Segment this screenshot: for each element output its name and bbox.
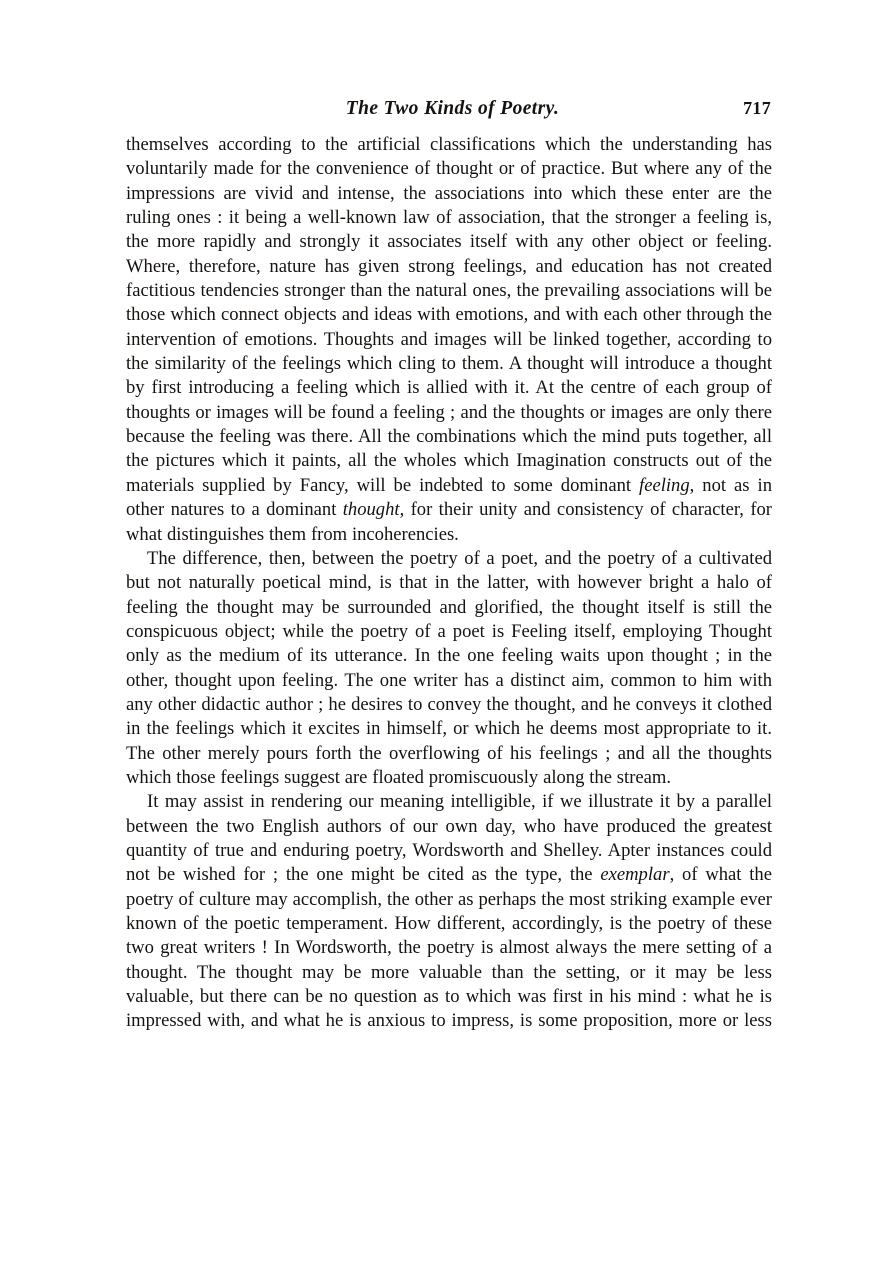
paragraph (126, 790, 772, 1033)
body-text-block (126, 133, 772, 1034)
paragraph (126, 133, 772, 547)
paragraph (126, 547, 772, 790)
emphasized-text: exemplar (600, 864, 670, 886)
text-run: themselves according to the artificial classifications which the understanding has voluntarily made for the convenience of thought or of practice. But where any of the impressions are vivid and intense, the associations into which these enter are the ruling ones : it being a well-known law of association, that the stronger a feeling is, the more rapidly and strongly it associates itself with any other object or feeling. Where, therefore, nature has given strong feelings, and education has not created factitious tendencies stronger than the natural ones, the prevailing associations will be those which connect objects and ideas with emotions, and with each other through the intervention of emotions. Thoughts and images will be linked together, according to the similarity of the feelings which cling to them. A thought will introduce a thought by first introducing a feeling which is allied with it. At the centre of each group of thoughts or images will be found a feeling ; and the thoughts or images are only there because the feeling was there. All the combinations which the mind puts together, all the pictures which it paints, all the wholes which Imagination constructs out of the materials supplied by Fancy, will be indebted to some dominant (126, 134, 772, 496)
page-number: 717 (743, 98, 771, 118)
emphasized-text: feeling (639, 474, 690, 496)
text-run: It may assist in rendering our meaning intelligible, if we illustrate it by a parallel between the two English authors of our own day, who have produced the greatest quantity of true and enduring poetry, Wordsworth and Shelley. Apter instances could not be wished for ; the one might be cited as the type, the (126, 791, 772, 886)
text-run: , not as in other natures to a dominant (126, 474, 773, 521)
text-run: , of what the poetry of culture may accomplish, the other as perhaps the most striking example ever known of the poetic temperament. How different, accordingly, is the poetry of these two great writers ! In Wordsworth, the poetry is almost always the mere setting of a thought. The thought may be more valuable than the setting, or it may be less valuable, but there can be no question as to which was first in his mind : what he is impressed with, and what he is anxious to impress, is some proposition, more or less (126, 864, 772, 1032)
emphasized-text: thought (342, 499, 400, 521)
running-head-title: The Two Kinds of Poetry. (345, 98, 560, 119)
text-run: , for their unity and consistency of character, for what distinguishes them from incoherencies. (126, 499, 773, 545)
running-head (126, 98, 771, 128)
text-run: The difference, then, between the poetry of a poet, and the poetry of a cultivated but not naturally poetical mind, is that in the latter, with however bright a halo of feeling the thought may be surrounded and glorified, the thought itself is still the conspicuous object; while the poetry of a poet is Feeling itself, employing Thought only as the medium of its utterance. In the one feeling waits upon thought ; in the other, thought upon feeling. The one writer has a distinct aim, common to him with any other didactic author ; he desires to convey the thought, and he conveys it clothed in the feelings which it excites in himself, or which he deems most appropriate to it. The other merely pours forth the overflowing of his feelings ; and all the thoughts which those feelings suggest are floated promiscuously along the stream. (126, 547, 772, 788)
